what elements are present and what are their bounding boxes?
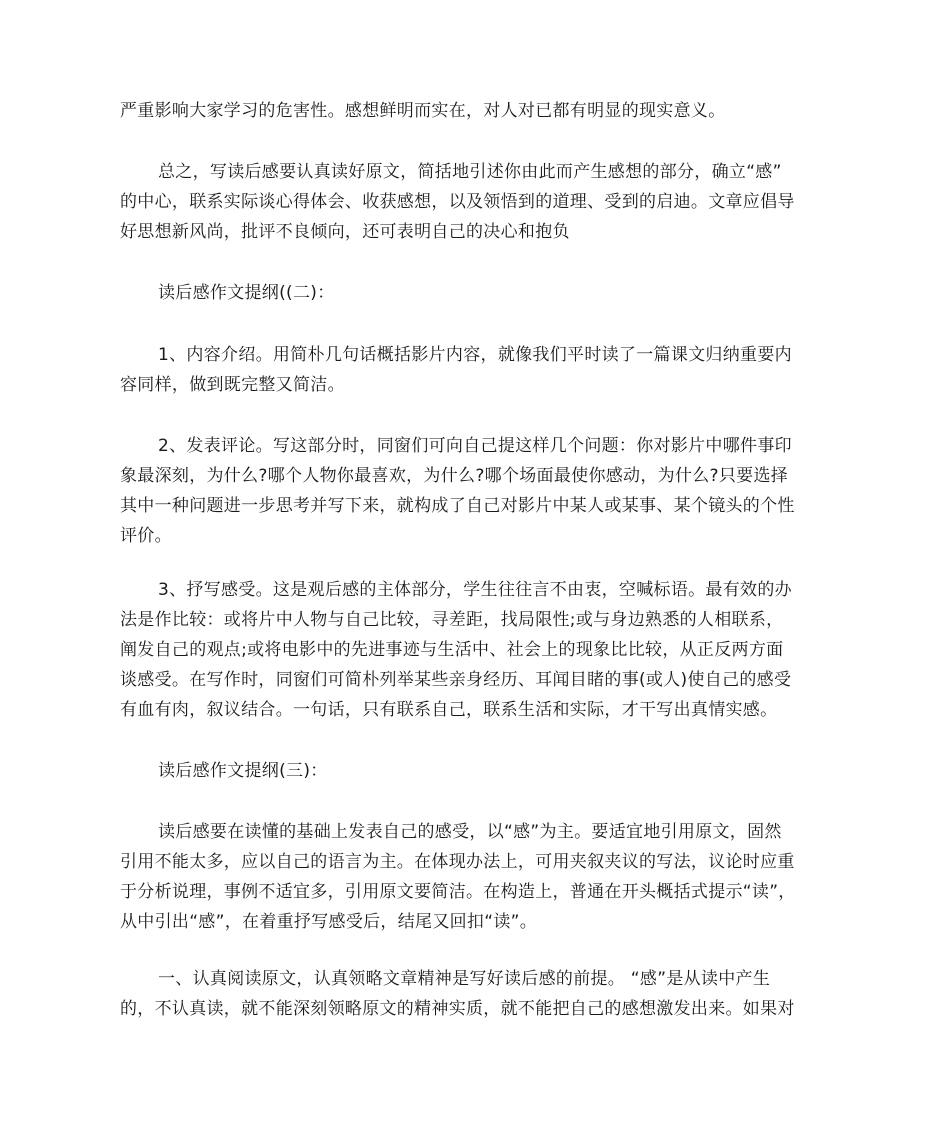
text-line: 读后感作文提纲((二)：: [158, 283, 335, 303]
paragraph-hazard-conclusion: [120, 96, 844, 126]
text-line: 2、发表评论。写这部分时，同窗们可向自己提这样几个问题：你对影片中哪件事印: [158, 436, 792, 456]
paragraph-writing-method: [120, 817, 844, 937]
text-line: 法是作比较：或将片中人物与自己比较，寻差距，找局限性;或与身边熟悉的人相联系，: [120, 610, 784, 630]
paragraph-feelings: [120, 575, 844, 725]
text-line: 有血有肉，叙议结合。一句话，只有联系自己，联系生活和实际，才干写出真情实感。: [120, 700, 778, 720]
paragraph-content-intro: [120, 340, 844, 400]
text-line: 一、认真阅读原文，认真领略文章精神是写好读后感的前提。 “感”是从读中产生: [158, 969, 771, 989]
heading-outline-two: [120, 278, 844, 308]
text-line: 谈感受。在写作时，同窗们可简朴列举某些亲身经历、耳闻目睹的事(或人)使自己的感受: [120, 670, 792, 690]
text-line: 的中心，联系实际谈心得体会、收获感想，以及领悟到的道理、受到的启迪。文章应倡导: [120, 192, 795, 212]
text-line: 严重影响大家学习的危害性。感想鲜明而实在，对人对已都有明显的现实意义。: [120, 101, 726, 121]
text-line: 3、抒写感受。这是观后感的主体部分，学生往往言不由衷，空喊标语。最有效的办: [158, 580, 792, 600]
text-line: 容同样，做到既完整又简洁。: [120, 375, 345, 395]
text-line: 于分析说理，事例不适宜多，引用原文要简洁。在构造上，普通在开头概括式提示“读”，: [120, 882, 796, 902]
text-line: 的，不认真读，就不能深刻领略原文的精神实质，就不能把自己的感想激发出来。如果对: [120, 999, 795, 1019]
paragraph-read-carefully: [120, 964, 844, 1024]
text-line: 其中一种问题进一步思考并写下来，就构成了自己对影片中某人或某事、某个镜头的个性: [120, 496, 795, 516]
text-line: 引用不能太多，应以自己的语言为主。在体现办法上，可用夹叙夹议的写法，议论时应重: [120, 852, 795, 872]
text-line: 读后感作文提纲(三)：: [158, 761, 328, 781]
text-line: 从中引出“感”，在着重抒写感受后，结尾又回扣“读”。: [120, 912, 538, 932]
text-line: 阐发自己的观点;或将电影中的先进事迹与生活中、社会上的现象比比较，从正反两方面: [120, 640, 784, 660]
text-line: 象最深刻，为什么?哪个人物你最喜欢，为什么?哪个场面最使你感动，为什么?只要选择: [120, 466, 789, 486]
text-line: 1、内容介绍。用简朴几句话概括影片内容，就像我们平时读了一篇课文归纳重要内: [158, 345, 792, 365]
paragraph-comment: [120, 431, 844, 551]
text-line: 总之，写读后感要认真读好原文，简括地引述你由此而产生感想的部分，确立“感”: [158, 162, 782, 182]
text-line: 评价。: [120, 526, 172, 546]
heading-outline-three: [120, 756, 844, 786]
text-line: 好思想新风尚，批评不良倾向，还可表明自己的决心和抱负: [120, 222, 570, 242]
text-line: 读后感要在读懂的基础上发表自己的感受，以“感”为主。要适宜地引用原文，固然: [158, 822, 782, 842]
paragraph-summary: [120, 157, 844, 247]
